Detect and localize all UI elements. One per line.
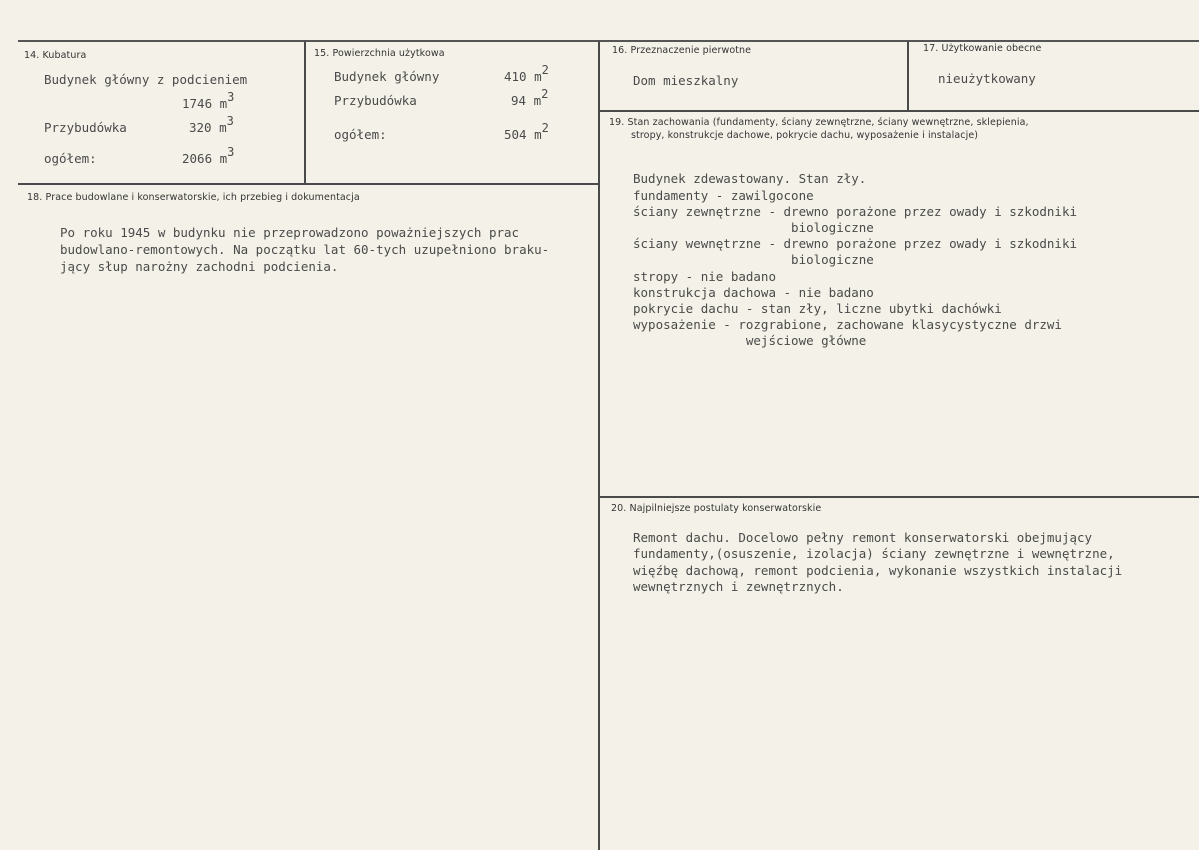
divider-16-17 (907, 41, 909, 111)
condition-text-line-10: wyposażenie - rozgrabione, zachowane klasycystyczne drzwi (633, 317, 1062, 332)
field-20-label: 20. Najpilniejsze postulaty konserwatorskie (611, 503, 822, 514)
kubatura-total-value: 2066 m3 (182, 145, 235, 166)
condition-text-line-4: biologiczne (633, 220, 874, 235)
area-line2-value: 94 m2 (511, 87, 549, 108)
condition-text-line-7: stropy - nie badano (633, 269, 776, 284)
area-line1-value: 410 m2 (504, 63, 549, 84)
postulates-text-line-1: Remont dachu. Docelowo pełny remont konserwatorski obejmujący (633, 530, 1093, 545)
line-under-16-17 (598, 110, 1199, 112)
field-19-label-line1: 19. Stan zachowania (fundamenty, ściany zewnętrzne, ściany wewnętrzne, sklepienia, (609, 117, 1029, 128)
condition-text-line-1: Budynek zdewastowany. Stan zły. (633, 171, 867, 186)
kubatura-total-label: ogółem: (44, 151, 97, 166)
condition-text-line-2: fundamenty - zawilgocone (633, 188, 814, 203)
field-16-label: 16. Przeznaczenie pierwotne (612, 45, 752, 56)
line-under-14-15 (18, 183, 598, 185)
condition-text-line-8: konstrukcja dachowa - nie badano (633, 285, 874, 300)
condition-text-line-5: ściany wewnętrzne - drewno porażone przez owady i szkodniki (633, 236, 1078, 251)
area-line1-label: Budynek główny (334, 69, 440, 84)
postulates-text-line-2: fundamenty,(osuszenie, izolacja) ściany zewnętrzne i wewnętrzne, (633, 546, 1115, 561)
field-19-label-line2: stropy, konstrukcje dachowe, pokrycie dachu, wyposażenie i instalacje) (631, 130, 979, 141)
condition-text-line-6: biologiczne (633, 252, 874, 267)
field-15-label: 15. Powierzchnia użytkowa (314, 48, 445, 59)
line-above-20 (598, 496, 1199, 498)
works-text-line-1: Po roku 1945 w budynku nie przeprowadzono poważniejszych prac (60, 225, 520, 240)
original-purpose-value: Dom mieszkalny (633, 73, 739, 88)
area-total-label: ogółem: (334, 127, 387, 142)
field-14-label: 14. Kubatura (24, 50, 87, 61)
kubatura-line1-value: 1746 m3 (182, 90, 235, 111)
works-text-line-2: budowlano-remontowych. Na początku lat 60-tych uzupełniono braku- (60, 242, 550, 257)
divider-15-16 (598, 41, 600, 850)
works-text-line-3: jący słup narożny zachodni podcienia. (60, 259, 339, 274)
condition-text-line-3: ściany zewnętrzne - drewno porażone przez owady i szkodniki (633, 204, 1078, 219)
postulates-text-line-4: wewnętrznych i zewnętrznych. (633, 579, 844, 594)
postulates-text-line-3: więźbę dachową, remont podcienia, wykonanie wszystkich instalacji (633, 563, 1123, 578)
current-use-value: nieużytkowany (938, 71, 1036, 86)
top-border (18, 40, 1199, 42)
field-18-label: 18. Prace budowlane i konserwatorskie, ich przebieg i dokumentacja (27, 192, 360, 203)
area-total-value: 504 m2 (504, 121, 549, 142)
kubatura-line2-label: Przybudówka (44, 120, 127, 135)
condition-text-line-9: pokrycie dachu - stan zły, liczne ubytki dachówki (633, 301, 1002, 316)
divider-14-15 (304, 41, 306, 183)
condition-text-line-11: wejściowe główne (633, 333, 867, 348)
area-line2-label: Przybudówka (334, 93, 417, 108)
kubatura-line2-value: 320 m3 (189, 114, 234, 135)
kubatura-line1-label: Budynek główny z podcieniem (44, 72, 248, 87)
field-17-label: 17. Użytkowanie obecne (923, 43, 1042, 54)
